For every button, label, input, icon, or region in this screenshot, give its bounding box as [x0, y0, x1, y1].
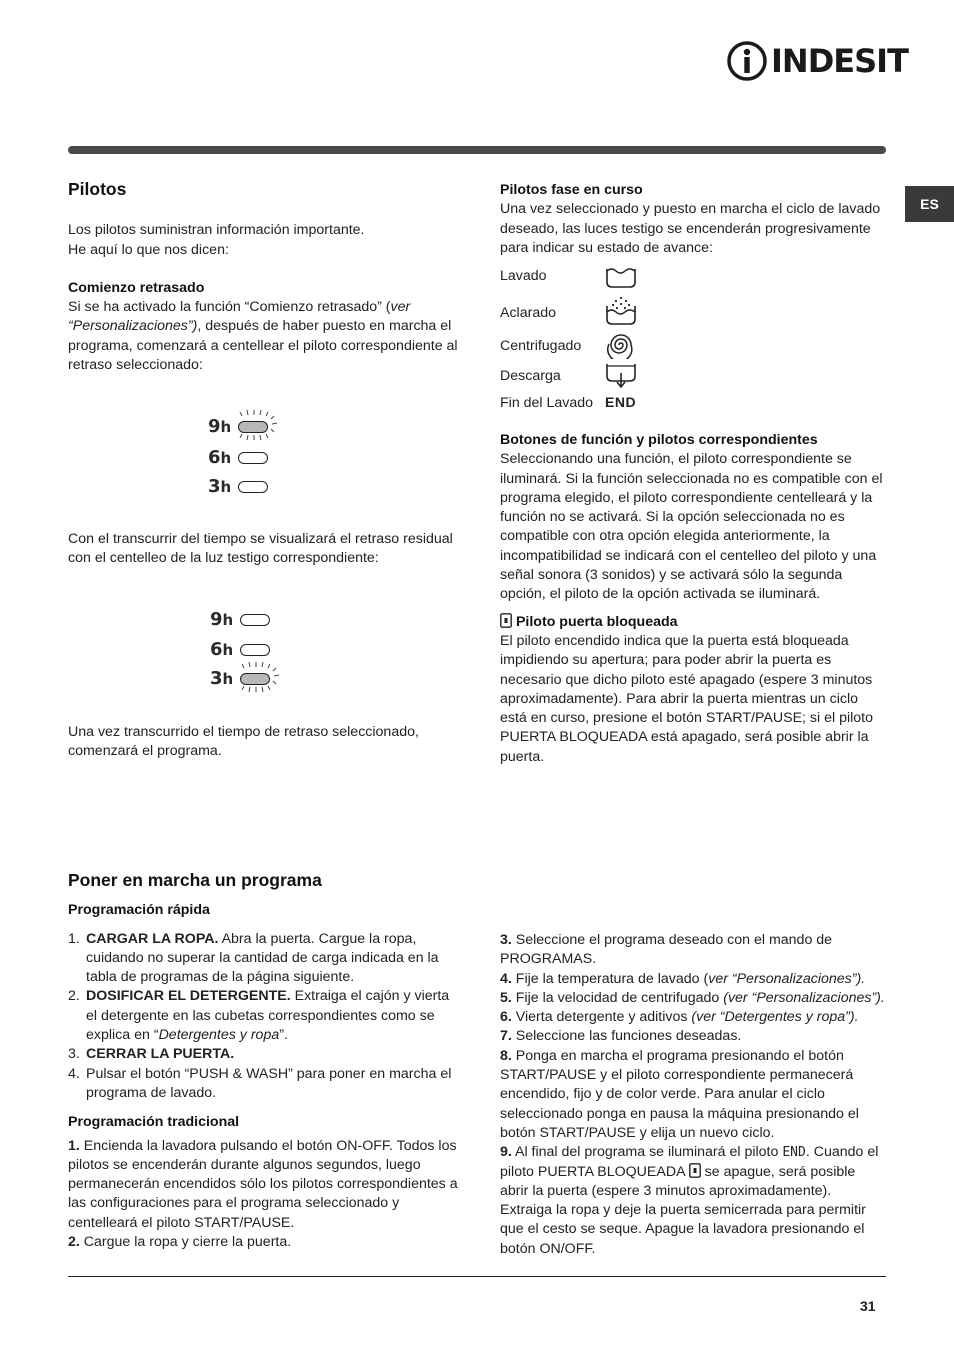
phase-aclarado — [500, 295, 700, 325]
delay-label-3h: 3h — [210, 668, 234, 689]
trad-step-3 — [500, 931, 886, 970]
step-ital: Detergentes y ropa — [158, 1027, 280, 1044]
trad-step-2 — [68, 1233, 460, 1252]
puerta-title: Piloto puerta bloqueada — [515, 613, 678, 630]
transcurrir-para — [68, 530, 453, 569]
step-text: Seleccione el programa deseado con el mando de PROGRAMAS. — [500, 932, 833, 968]
rapida-step-4 — [68, 1065, 460, 1104]
step-bold: CERRAR LA PUERTA. — [86, 1046, 235, 1063]
step-number: 1. — [68, 930, 80, 947]
comienzo-text-b: , después de haber puesto en marcha el programa, comenzará a centellear el piloto correspondiente al retraso seleccionado: — [68, 318, 458, 374]
phase-legend — [500, 262, 700, 418]
step-bold: DOSIFICAR EL DETERGENTE. — [86, 988, 291, 1005]
step-number: 4. — [500, 970, 512, 987]
rapida-step-2 — [68, 987, 460, 1045]
poner-section-right — [500, 931, 886, 1259]
rapida-step-3 — [68, 1045, 460, 1064]
phase-label-aclarado: Aclarado — [500, 305, 556, 321]
step-text: Al final del programa se iluminará el piloto — [511, 1144, 783, 1161]
step-number: 6. — [500, 1009, 512, 1026]
delay-light-3h — [238, 481, 268, 493]
phase-label-centrifugado: Centrifugado — [500, 338, 582, 354]
bottom-rule — [68, 1276, 886, 1277]
tradicional-title: Programación tradicional — [68, 1114, 240, 1131]
step-number: 1. — [68, 1137, 80, 1154]
step-number: 2. — [68, 988, 80, 1005]
step-number: 4. — [68, 1065, 80, 1082]
wash-tub-icon — [604, 264, 638, 290]
una-vez-para — [68, 723, 453, 762]
delay-light-9h — [240, 614, 270, 626]
rapida-list — [68, 930, 460, 1104]
logo-wordmark: INDESIT — [771, 42, 908, 80]
delay-label-9h: 9h — [210, 609, 234, 630]
step-text: Cargue la ropa y cierre la puerta. — [79, 1234, 292, 1251]
delay-label-6h: 6h — [210, 639, 234, 660]
logo-i-icon — [725, 40, 769, 82]
pilotos-title: Pilotos — [68, 179, 127, 199]
trad-step-5 — [500, 989, 886, 1008]
step-number: 8. — [500, 1047, 512, 1064]
delay-light-6h — [238, 452, 268, 464]
botones-text: Seleccionando una función, el piloto correspondiente se iluminará. Si la función seleccionada no es compatible con el programa elegido, el piloto correspondiente centelleará y la función no se activará. Si la opción seleccionada no es compatible con otra opción elegida anteriormente, la incompatibilidad se indicará con el centelleo del piloto y una señal sonora (3 sonidos) y se activará sólo la segunda opción, el piloto de la opción activada se iluminará. — [500, 451, 883, 603]
page-number: 31 — [860, 1298, 876, 1314]
drain-icon — [604, 361, 638, 389]
botones-section — [500, 431, 886, 767]
end-indicator: END — [605, 394, 637, 410]
step-ital: (ver “Personalizaciones”). — [723, 989, 885, 1006]
step-text: Fije la temperatura de lavado ( — [511, 970, 709, 987]
trad-step-7 — [500, 1027, 886, 1046]
botones-title: Botones de función y pilotos correspondientes — [500, 432, 818, 448]
indesit-logo — [725, 40, 908, 82]
trad-step-9 — [500, 1143, 886, 1259]
step-text: Ponga en marcha el programa presionando el botón START/PAUSE y el piloto correspondiente permanecerá encendido, fijo y de color verde. Para anular el ciclo seleccionado ponga en pausa la máquina presionando el botón START/PAUSE y elija un nuevo ciclo. — [500, 1047, 859, 1141]
phase-label-lavado: Lavado — [500, 268, 547, 284]
rapida-title: Programación rápida — [68, 902, 210, 919]
delay-indicator-group-1 — [208, 416, 298, 506]
delay-label-9h: 9h — [208, 416, 232, 437]
step-number: 5. — [500, 989, 512, 1006]
delay-label-3h: 3h — [208, 476, 232, 497]
step-text: Encienda la lavadora pulsando el botón ON-OFF. Todos los pilotos se encenderán durante algunos segundos, luego permanecerán encendidos sólo los pilotos correspondientes a las configuraciones para el programa seleccionado y centelleará el piloto START/PAUSE. — [68, 1137, 458, 1231]
phase-descarga — [500, 359, 700, 389]
pilotos-section — [68, 180, 458, 375]
step-text: Pulsar el botón “PUSH & WASH” para poner en marcha el programa de lavado. — [86, 1065, 452, 1101]
step-ital: (ver “Detergentes y ropa”). — [691, 1009, 859, 1026]
poner-section-left — [68, 871, 460, 1252]
top-divider-bar — [68, 146, 886, 154]
step-number: 9. — [500, 1144, 512, 1161]
una-vez-text: Una vez transcurrido el tiempo de retraso seleccionado, comenzará el programa. — [68, 724, 419, 760]
comienzo-text-a: Si se ha activado la función “Comienzo retrasado” ( — [68, 299, 391, 316]
step-text-c: se apague, será posible abrir la puerta (espere 3 minutos aproximadamente). Extraiga la ropa y deje la puerta semicerrada para permitir que el cesto se seque. Apague la lavadora presionando el botón ON/OFF. — [500, 1163, 866, 1257]
phase-fin — [500, 390, 700, 420]
step-number: 3. — [68, 1046, 80, 1063]
end-indicator-inline: END — [782, 1145, 806, 1161]
delay-label-6h: 6h — [208, 447, 232, 468]
step-text: Vierta detergente y aditivos — [511, 1009, 692, 1026]
fase-section — [500, 181, 886, 258]
step-bold: CARGAR LA ROPA. — [86, 930, 219, 947]
step-number: 3. — [500, 932, 512, 948]
phase-label-fin: Fin del Lavado — [500, 395, 594, 411]
blink-rays-icon — [232, 410, 280, 444]
step-text-b: . Cuando el piloto PUERTA BLOQUEADA — [500, 1144, 879, 1180]
trad-step-8 — [500, 1047, 886, 1143]
phase-lavado — [500, 262, 700, 292]
blink-rays-icon — [234, 662, 282, 696]
delay-light-6h — [240, 644, 270, 656]
trad-step-6 — [500, 1008, 886, 1027]
rinse-icon — [604, 295, 638, 327]
rapida-step-1 — [68, 930, 460, 988]
step-number: 2. — [68, 1234, 80, 1251]
delay-indicator-group-2 — [210, 609, 300, 699]
comienzo-text — [68, 298, 458, 375]
pilotos-intro-1: Los pilotos suministran información importante. — [68, 222, 365, 239]
phase-centrifugado — [500, 329, 700, 359]
trad-step-1 — [68, 1137, 460, 1233]
trad-step-4 — [500, 970, 886, 989]
puerta-title-row — [500, 613, 886, 632]
fase-title: Pilotos fase en curso — [500, 182, 643, 198]
step-text: Fije la velocidad de centrifugado — [511, 989, 724, 1006]
transcurrir-text: Con el transcurrir del tiempo se visualizará el retraso residual con el centelleo de la luz testigo correspondiente: — [68, 531, 453, 567]
door-lock-icon — [689, 1163, 701, 1178]
door-lock-icon — [500, 613, 512, 628]
language-tab: ES — [905, 186, 954, 222]
comienzo-title: Comienzo retrasado — [68, 279, 205, 296]
puerta-text: El piloto encendido indica que la puerta está bloqueada impidiendo su apertura; para poder abrir la puerta es necesario que dicho piloto esté apagado (espere 3 minutos aproximadamente). Para abrir la puerta mientras un ciclo está en curso, presione el botón START/PAUSE; si el piloto PUERTA BLOQUEADA está apagado, será posible abrir la puerta. — [500, 632, 874, 765]
step-text: Abra la puerta. Cargue la ropa, cuidando no superar la cantidad de carga indicada en la tabla de programas de la página siguiente. — [86, 930, 439, 986]
step-text: Seleccione las funciones deseadas. — [511, 1028, 742, 1045]
poner-title: Poner en marcha un programa — [68, 870, 322, 890]
phase-label-descarga: Descarga — [500, 368, 561, 384]
spin-spiral-icon — [604, 331, 638, 359]
step-tail: ”. — [279, 1027, 288, 1044]
step-ital: ver “Personalizaciones”). — [708, 970, 866, 987]
step-text: Extraiga el cajón y vierta el detergente en las cubetas correspondientes como se explica en “ — [86, 988, 450, 1044]
fase-text: Una vez seleccionado y puesto en marcha el ciclo de lavado deseado, las luces testigo se encenderán progresivamente para indicar su estado de avance: — [500, 201, 881, 256]
step-number: 7. — [500, 1028, 512, 1045]
comienzo-ref: ver “Personalizaciones”) — [68, 299, 411, 335]
pilotos-intro-2: He aquí lo que nos dicen: — [68, 241, 229, 258]
